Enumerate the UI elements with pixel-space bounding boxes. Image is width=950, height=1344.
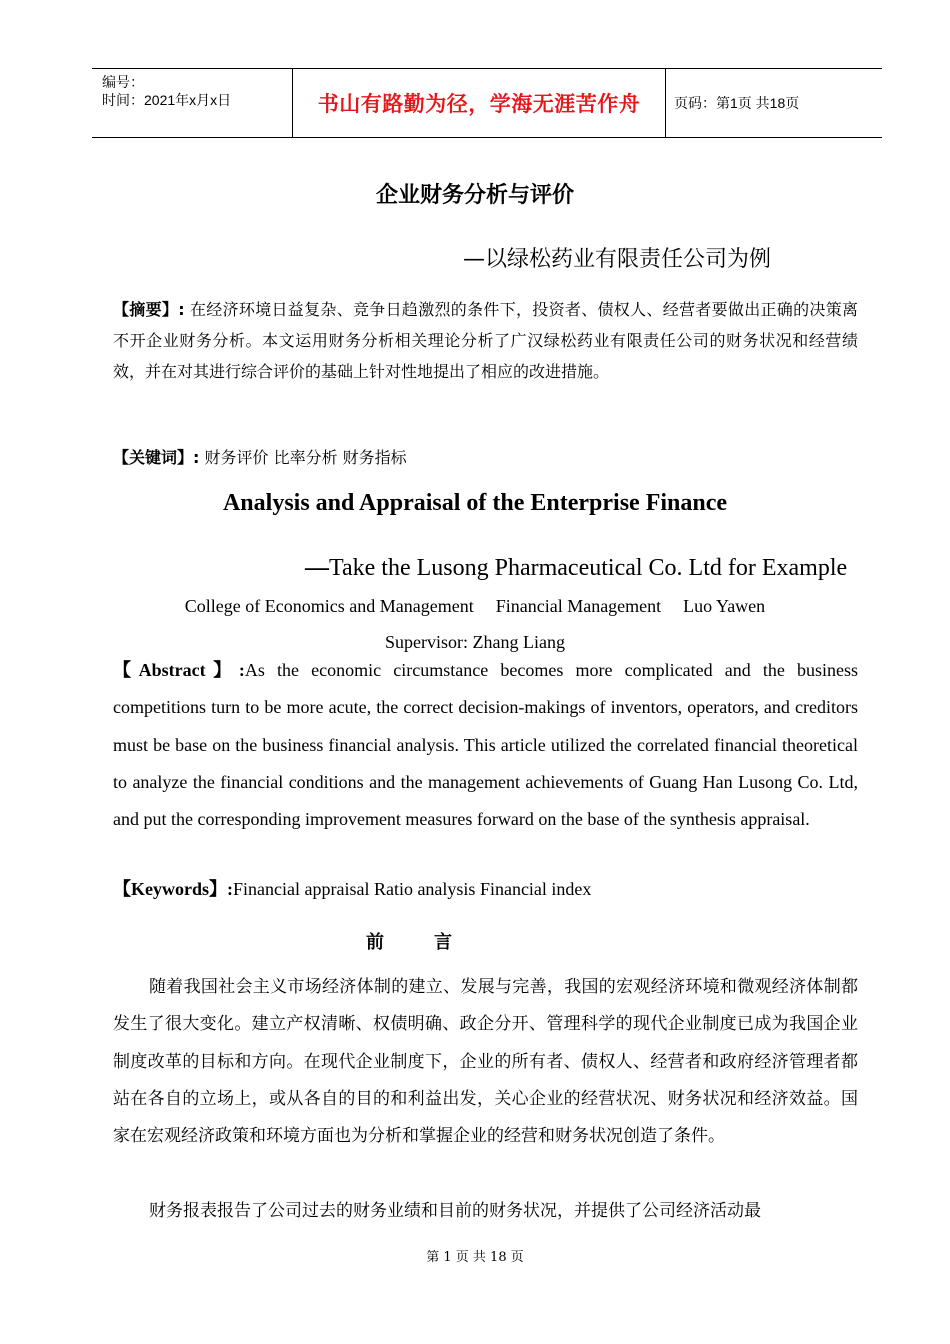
- header-left-cell: [92, 69, 293, 137]
- english-subtitle-text: Take the Lusong Pharmaceutical Co. Ltd for Example: [329, 555, 848, 581]
- header-page-info: 页码：第1页 共18页: [674, 95, 800, 111]
- college: College of Economics and Management: [184, 596, 474, 616]
- abstract-text: 在经济环境日益复杂、竞争日趋激烈的条件下，投资者、债权人、经营者要做出正确的决策离不开企业财务分析。本文运用财务分析相关理论分析了广汉绿松药业有限责任公司的财务状况和经营绩效，并在对其进行综合评价的基础上针对性地提出了相应的改进措施。: [113, 300, 858, 381]
- english-keywords-label: 【Keywords】:: [113, 879, 233, 899]
- subtitle-dash: —: [305, 555, 329, 581]
- keywords-text: 财务评价 比率分析 财务指标: [204, 448, 407, 467]
- author: Luo Yawen: [683, 596, 766, 616]
- major: Financial Management: [495, 596, 662, 616]
- english-title: Analysis and Appraisal of the Enterprise Finance: [222, 490, 728, 516]
- number-label: 编号：: [102, 74, 144, 90]
- english-abstract: [113, 652, 858, 838]
- body-paragraph-1: 随着我国社会主义市场经济体制的建立、发展与完善，我国的宏观经济环境和微观经济体制都发生了很大变化。建立产权清晰、权债明确、政企分开、管理科学的现代企业制度已成为我国企业制度改革的目标和方向。在现代企业制度下，企业的所有者、债权人、经营者和政府经济管理者都站在各自的立场上，或从各自的目的和利益出发，关心企业的经营状况、财务状况和经济效益。国家在宏观经济政策和环境方面也为分析和掌握企业的经营和财务状况创造了条件。: [113, 977, 858, 1147]
- english-keywords-text: Financial appraisal Ratio analysis Financial index: [233, 879, 592, 899]
- abstract-label: 【摘要】:: [113, 300, 185, 319]
- english-subtitle: [305, 555, 847, 582]
- body-paragraph-2: 财务报表报告了公司过去的财务业绩和目前的财务状况，并提供了公司经济活动最: [149, 1201, 761, 1221]
- document-subtitle: —以绿松药业有限责任公司为例: [463, 247, 772, 272]
- time-label: 时间：2021年x月x日: [102, 92, 232, 108]
- chinese-keywords: [113, 442, 858, 473]
- author-line: [0, 596, 950, 617]
- document-title: 企业财务分析与评价: [375, 183, 574, 208]
- supervisor: Supervisor: Zhang Liang: [385, 632, 565, 652]
- page-header: [92, 68, 882, 138]
- page-footer: 第 1 页 共 18 页: [426, 1250, 524, 1265]
- keywords-label: 【关键词】:: [113, 448, 200, 467]
- chinese-abstract: [113, 294, 858, 387]
- english-keywords: [113, 875, 591, 901]
- header-motto: 书山有路勤为径，学海无涯苦作舟: [293, 69, 666, 137]
- english-abstract-text: As the economic circumstance becomes more complicated and the business competitions turn to be more acute, the correct decision-makings of inventors, operators, and creditors must be base on the business financial analysis. This article utilized the correlated financial theoretical to analyze the financial conditions and the management achievements of Guang Han Lusong Co. Ltd, and put the corresponding improvement measures forward on the base of the synthesis appraisal.: [113, 660, 858, 830]
- english-abstract-label: 【Abstract】:: [113, 660, 245, 680]
- preface-heading: 前言: [366, 932, 502, 953]
